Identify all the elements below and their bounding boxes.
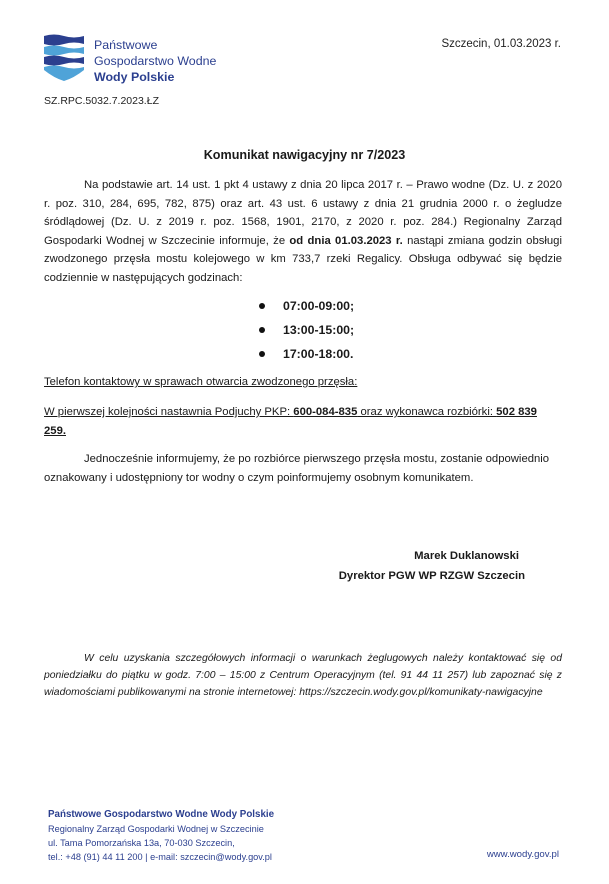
intro-paragraph [44, 176, 562, 287]
city-date: Szczecin, 01.03.2023 r. [441, 38, 561, 50]
reference-number: SZ.RPC.5032.7.2023.ŁZ [44, 95, 159, 107]
intro-text-1: Na podstawie art. 14 ust. 1 pkt 4 ustawy z dnia 20 lipca 2017 r. – Prawo wodne (Dz. U. z 2020 r. poz. 310, 284, 695, 782, 875) oraz art. 43 ust. 6 ustawy z dnia 21 grudnia 2000 r. o żegludze śródlądowej (Dz. U. z 2019 r. poz. 1568, 1901, 2170, z 2020 r. poz. 284.) Regionalny Zarząd Gospodarki Wodnej w Szczecinie informuje, że [44, 179, 562, 247]
contact-middle: oraz wykonawca rozbiórki: [357, 406, 497, 418]
logo-org-line2: Gospodarstwo Wodne [94, 54, 217, 68]
bullet-icon [259, 327, 265, 333]
phone-1: 600-084-835 [293, 406, 358, 418]
intro-date: od dnia 01.03.2023 r. [289, 234, 403, 247]
notice-text: Jednocześnie informujemy, że po rozbiórce pierwszego przęsła mostu, zostanie odpowiednio oznakowany i udostępniony tor wodny o czym poinformujemy osobnym komunikatem. [44, 453, 550, 484]
footer-line2: ul. Tama Pomorzańska 13a, 70-030 Szczecin, [48, 838, 235, 848]
footer-line1: Regionalny Zarząd Gospodarki Wodnej w Szczecinie [48, 824, 264, 834]
notice-paragraph [44, 450, 562, 487]
wody-polskie-logo [44, 34, 84, 82]
phone-2: 502 839 259. [44, 406, 537, 437]
contact-prefix: W pierwszej kolejności nastawnia Podjuchy PKP: [44, 406, 294, 418]
hours-text: 07:00-09:00; [283, 299, 355, 313]
contact-line [44, 403, 562, 440]
info-text: W celu uzyskania szczegółowych informacji o warunkach żeglugowych należy kontaktować się od poniedziałku do piątku w godz. 7:00 – 15:00 z Centrum Operacyjnym (tel. 91 44 11 257) lub zapoznać się z wiadomościami publikowanymi na stronie internetowej: https://szczecin.wody.gov.pl/komunikaty-nawigacyjne [44, 653, 562, 699]
logo-org-line1: Państwowe [94, 38, 158, 52]
contact-heading: Telefon kontaktowy w sprawach otwarcia zwodzonego przęsła: [44, 376, 358, 388]
signature-name: Marek Duklanowski [414, 550, 519, 562]
document-title: Komunikat nawigacyjny nr 7/2023 [203, 148, 406, 162]
intro-text-2: nastąpi zmiana godzin obsługi zwodzonego przęsła mostu kolejowego w km 733,7 rzeki Regalicy. Obsługa odbywać się będzie codziennie w następujących godzinach: [44, 234, 562, 284]
logo-org-line3: Wody Polskie [94, 70, 175, 84]
signature-role: Dyrektor PGW WP RZGW Szczecin [338, 570, 525, 582]
hours-text: 13:00-15:00; [283, 323, 355, 337]
bullet-icon [259, 351, 265, 357]
bullet-icon [259, 303, 265, 309]
info-paragraph [44, 650, 562, 702]
hours-text: 17:00-18:00. [283, 347, 354, 361]
footer-line3: tel.: +48 (91) 44 11 200 | e-mail: szczecin@wody.gov.pl [48, 852, 272, 862]
footer-org: Państwowe Gospodarstwo Wodne Wody Polskie [48, 809, 275, 820]
footer-website-link[interactable]: www.wody.gov.pl [486, 849, 559, 860]
